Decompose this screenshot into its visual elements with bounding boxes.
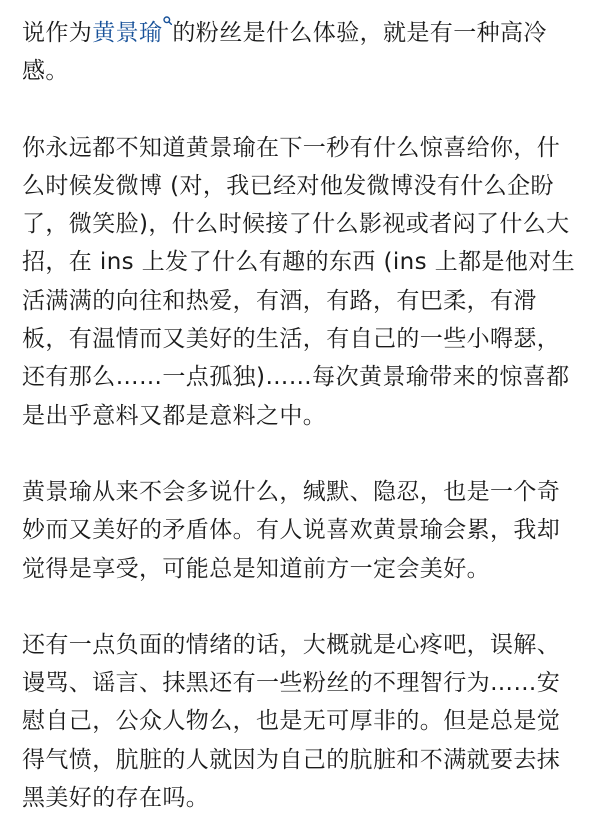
paragraph-1-lead: 说作为 [22,20,93,46]
paragraph-1-tail: 的粉丝是什么体验，就是有一种高冷感。 [22,20,547,85]
search-icon[interactable] [163,16,172,25]
paragraph-4: 还有一点负面的情绪的话，大概就是心疼吧，误解、谩骂、谣言、抹黑还有一些粉丝的不理智行为……安慰自己，公众人物么，也是无可厚非的。但是总是觉得气愤，肮脏的人就因为自己的肮脏和不满就要去抹黑美好的存在吗。 [22,631,561,812]
paragraph-3: 黄景瑜从来不会多说什么，缄默、隐忍，也是一个奇妙而又美好的矛盾体。有人说喜欢黄景瑜会累，我却觉得是享受，可能总是知道前方一定会美好。 [22,478,561,582]
keyword-link[interactable] [92,20,172,46]
paragraph-1 [22,14,578,91]
paragraph-2: 你永远都不知道黄景瑜在下一秒有什么惊喜给你，什么时候发微博 (对，我已经对他发微博没有什么企盼了，微笑脸)，什么时候接了什么影视或者闷了什么大招，在 ins 上发了什么有趣的东西 (ins 上都是他对生活满满的向往和热爱，有酒，有路，有巴柔，有滑板，有温情而又美好的生活，有自己的一些小嘚瑟，还有那么……一点孤独)……每次黄景瑜带来的惊喜都是出乎意料又都是意料之中。 [22,134,576,429]
keyword-link-text[interactable]: 黄景瑜 [92,20,163,46]
